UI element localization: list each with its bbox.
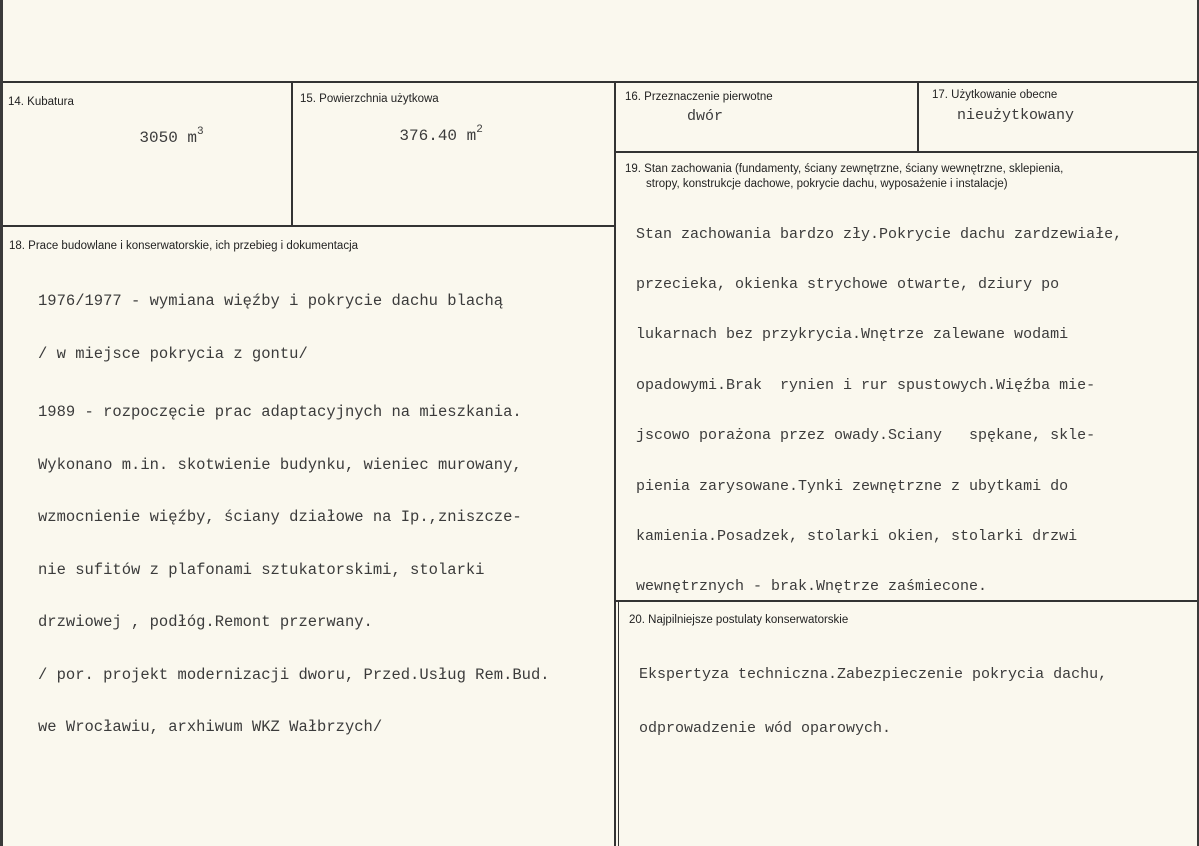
- text-line: opadowymi.Brak rynien i rur spustowych.Więźba mie-: [636, 376, 1096, 394]
- field-20-label: 20. Najpilniejsze postulaty konserwatorskie: [629, 614, 849, 626]
- field-15-value: [361, 110, 483, 165]
- field-18-label: 18. Prace budowlane i konserwatorskie, ich przebieg i dokumentacja: [9, 240, 359, 252]
- text-line: kamienia.Posadzek, stolarki okien, stolarki drzwi: [636, 527, 1078, 545]
- divider: [291, 81, 293, 226]
- field-14-number: 3050 m: [139, 128, 198, 147]
- divider: [614, 81, 616, 846]
- divider: [917, 81, 919, 152]
- text-line: pienia zarysowane.Tynki zewnętrzne z ubytkami do: [636, 477, 1069, 495]
- field-15-exponent: 2: [476, 123, 483, 136]
- text-line: we Wrocławiu, arxhiwum WKZ Wałbrzych/: [38, 718, 383, 736]
- field-18-text: [38, 258, 550, 772]
- field-19-text: [636, 193, 1122, 630]
- text-line: 1976/1977 - wymiana więźby i pokrycie dachu blachą: [38, 292, 504, 310]
- field-14-value: [101, 112, 204, 167]
- field-19-label-line2: stropy, konstrukcje dachowe, pokrycie dachu, wyposażenie i instalacje): [646, 178, 1008, 190]
- text-line: wewnętrznych - brak.Wnętrze zaśmiecone.: [636, 578, 988, 596]
- field-16-label: 16. Przeznaczenie pierwotne: [625, 91, 773, 103]
- field-20-text: [639, 630, 1107, 774]
- field-16-value: dwór: [687, 108, 724, 125]
- text-line: wzmocnienie więźby, ściany działowe na Ip.,zniszcze-: [38, 508, 522, 526]
- text-line: jscowo porażona przez owady.Sciany spękane, skle-: [636, 427, 1096, 445]
- text-line: 1989 - rozpoczęcie prac adaptacyjnych na mieszkania.: [38, 403, 522, 421]
- text-line: Stan zachowania bardzo zły.Pokrycie dachu zardzewiałe,: [636, 225, 1123, 243]
- field-14-exponent: 3: [197, 125, 204, 138]
- text-line: drzwiowej , podłóg.Remont przerwany.: [38, 613, 373, 631]
- field-15-label: 15. Powierzchnia użytkowa: [300, 93, 439, 105]
- text-line: Ekspertyza techniczna.Zabezpieczenie pokrycia dachu,: [639, 666, 1108, 683]
- divider: [3, 81, 1197, 83]
- field-17-label: 17. Użytkowanie obecne: [932, 89, 1058, 101]
- field-14-label: 14. Kubatura: [8, 96, 74, 108]
- text-line: przecieka, okienka strychowe otwarte, dziury po: [636, 275, 1060, 293]
- divider: [3, 225, 616, 227]
- field-19-label-line1: 19. Stan zachowania (fundamenty, ściany zewnętrzne, ściany wewnętrzne, sklepienia,: [625, 163, 1064, 175]
- text-line: / por. projekt modernizacji dworu, Przed.Usług Rem.Bud.: [38, 665, 550, 684]
- text-line: lukarnach bez przykrycia.Wnętrze zalewane wodami: [636, 326, 1069, 344]
- text-line: nie sufitów z plafonami sztukatorskimi, stolarki: [38, 560, 485, 579]
- divider: [614, 151, 1197, 153]
- text-line: odprowadzenie wód oparowych.: [639, 720, 892, 737]
- field-15-number: 376.40 m: [399, 126, 477, 145]
- text-line: Wykonano m.in. skotwienie budynku, wieniec murowany,: [38, 455, 522, 474]
- field-17-value: nieużytkowany: [957, 107, 1075, 124]
- divider: [618, 600, 619, 846]
- text-line: / w miejsce pokrycia z gontu/: [38, 344, 308, 363]
